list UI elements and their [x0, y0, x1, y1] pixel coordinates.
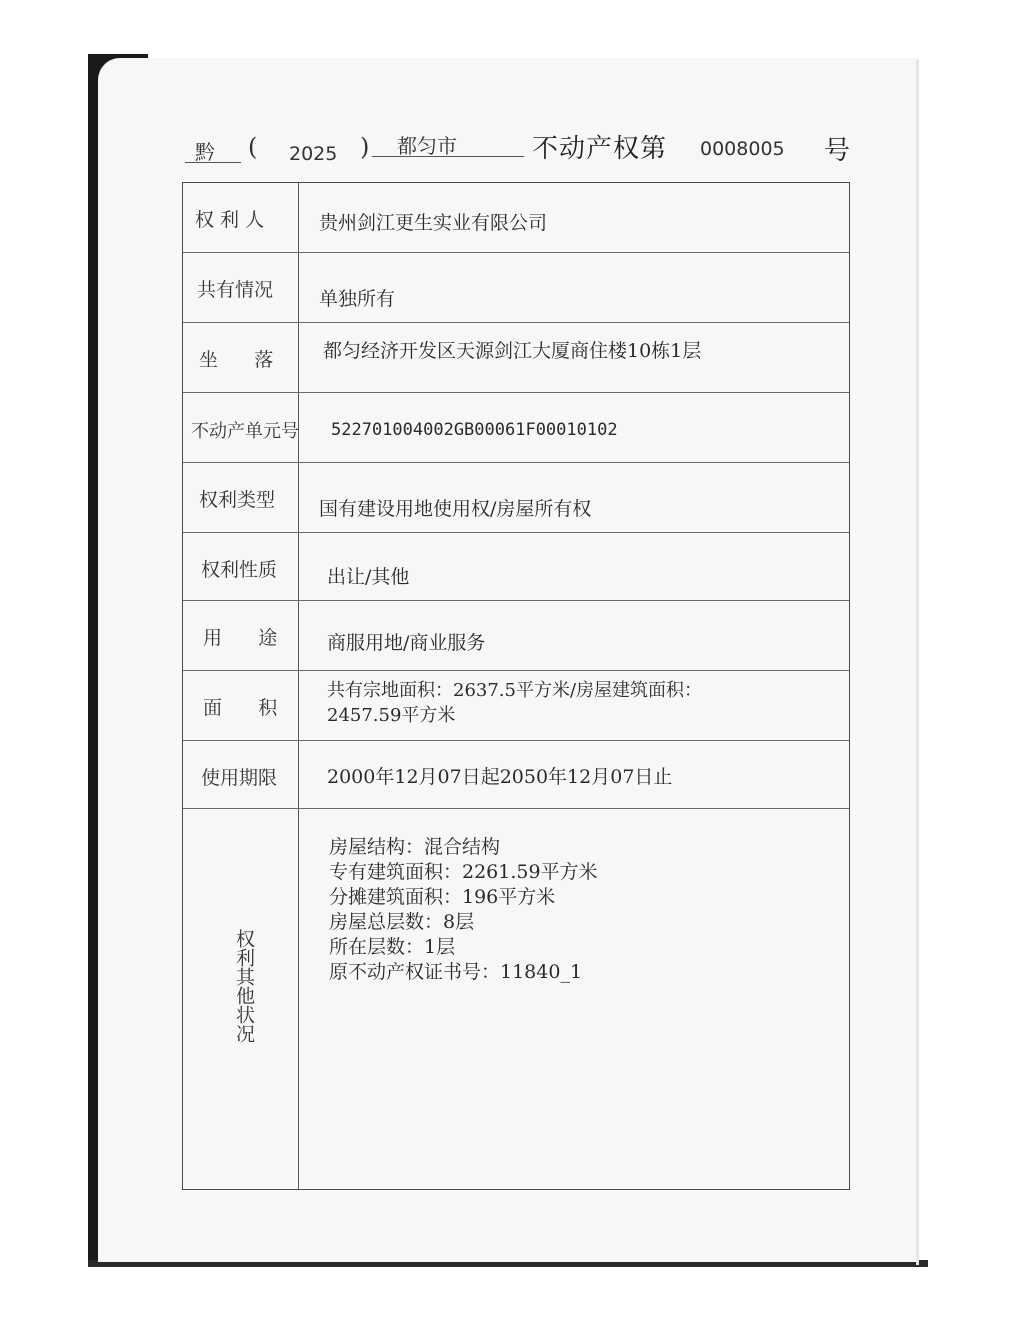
row-other-status	[183, 809, 849, 1189]
value-unit-number: 522701004002GB00061F00010102	[331, 420, 618, 440]
paren-close: )	[360, 133, 370, 161]
certificate-number: 0008005	[700, 138, 785, 160]
other-line: 所在层数：1层	[329, 936, 456, 958]
value-area-line2: 2457.59平方米	[327, 705, 456, 726]
number-suffix: 号	[824, 136, 851, 166]
row-co-ownership	[183, 253, 849, 323]
column-divider	[298, 809, 299, 1189]
row-term	[183, 741, 849, 809]
paren-open: (	[248, 133, 258, 161]
value-rights-holder: 贵州剑江更生实业有限公司	[319, 212, 548, 234]
value-other-status	[329, 835, 841, 985]
row-location	[183, 323, 849, 393]
row-unit-number	[183, 393, 849, 463]
other-line: 房屋总层数：8层	[329, 911, 475, 933]
certificate-title: 不动产权第	[532, 134, 668, 164]
label-right-nature: 权利性质	[201, 559, 278, 581]
column-divider	[298, 183, 299, 252]
column-divider	[298, 533, 299, 600]
value-area-line1: 共有宗地面积：2637.5平方米/房屋建筑面积：	[327, 680, 703, 701]
label-term: 使用期限	[201, 767, 278, 789]
province-abbr: 黔	[195, 140, 215, 164]
other-line: 房屋结构：混合结构	[329, 836, 501, 858]
other-line: 分摊建筑面积：196平方米	[329, 886, 556, 908]
label-location: 坐 落	[199, 349, 274, 371]
value-location: 都匀经济开发区天源剑江大厦商住楼10栋1层	[323, 340, 702, 362]
column-divider	[298, 601, 299, 670]
row-usage	[183, 601, 849, 671]
year: 2025	[289, 143, 338, 165]
label-usage: 用 途	[203, 627, 278, 649]
label-co-ownership: 共有情况	[197, 279, 274, 301]
page-edge	[916, 60, 919, 1265]
province-underline	[185, 162, 241, 163]
column-divider	[298, 323, 299, 392]
value-co-ownership: 单独所有	[319, 288, 396, 310]
row-right-nature	[183, 533, 849, 601]
value-right-type: 国有建设用地使用权/房屋所有权	[319, 498, 592, 520]
other-line: 专有建筑面积：2261.59平方米	[329, 861, 598, 883]
column-divider	[298, 671, 299, 740]
property-table	[182, 182, 850, 1190]
value-term: 2000年12月07日起2050年12月07日止	[327, 766, 673, 788]
column-divider	[298, 741, 299, 808]
city: 都匀市	[397, 134, 457, 158]
label-rights-holder: 权 利 人	[195, 209, 265, 231]
label-right-type: 权利类型	[199, 489, 276, 511]
column-divider	[298, 253, 299, 322]
row-right-type	[183, 463, 849, 533]
value-right-nature: 出让/其他	[327, 566, 410, 588]
label-other-status: 权利其他状况	[233, 929, 255, 1043]
row-area	[183, 671, 849, 741]
other-line: 原不动产权证书号：11840_1	[329, 961, 583, 983]
label-unit-number: 不动产单元号	[191, 421, 299, 442]
city-underline	[372, 156, 524, 157]
label-area: 面 积	[203, 697, 278, 719]
row-rights-holder	[183, 183, 849, 253]
column-divider	[298, 463, 299, 532]
value-usage: 商服用地/商业服务	[327, 632, 486, 654]
